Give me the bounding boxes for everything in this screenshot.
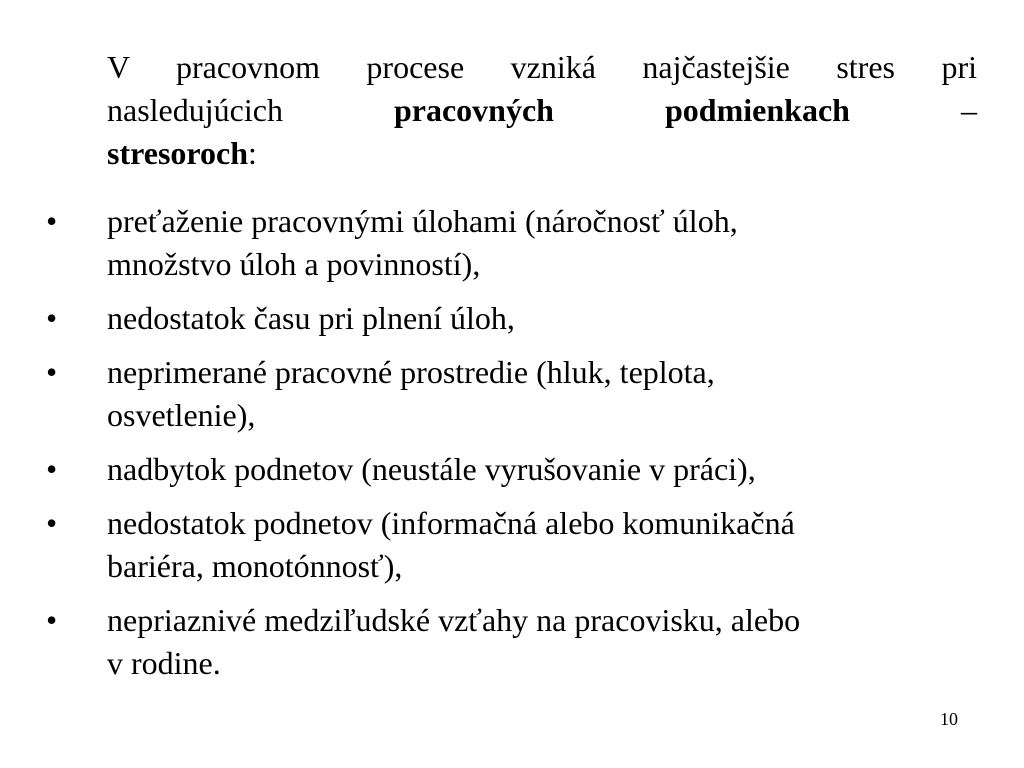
list-item: [0, 502, 1024, 588]
bullet-list: [0, 200, 1024, 696]
intro-line-2: [107, 89, 977, 132]
bullet-icon: •: [46, 602, 58, 638]
list-item: [0, 448, 1024, 491]
list-item: [0, 599, 1024, 685]
bullet-text: nepriaznivé medziľudské vzťahy na pracovisku, alebo: [107, 602, 801, 638]
intro-bold-text: podmienkach: [665, 92, 850, 128]
intro-bold-text: pracovných: [393, 92, 554, 128]
intro-line-1: V pracovnom procese vzniká najčastejšie stres pri: [107, 49, 977, 85]
intro-line-3: [107, 132, 977, 175]
intro-colon: :: [248, 135, 257, 171]
bullet-text: množstvo úloh a povinností),: [107, 246, 481, 282]
bullet-icon: •: [46, 354, 58, 390]
bullet-icon: •: [46, 505, 58, 541]
bullet-icon: •: [46, 300, 58, 336]
intro-paragraph: [107, 46, 977, 175]
bullet-text: preťaženie pracovnými úlohami (náročnosť úloh,: [107, 203, 738, 239]
bullet-icon: •: [46, 451, 58, 487]
page-number: 10: [940, 709, 958, 729]
bullet-text: osvetlenie),: [107, 397, 256, 433]
bullet-text: nedostatok podnetov (informačná alebo komunikačná: [107, 505, 795, 541]
bullet-text: neprimerané pracovné prostredie (hluk, teplota,: [107, 354, 715, 390]
bullet-text: v rodine.: [107, 645, 221, 681]
list-item: [0, 297, 1024, 340]
intro-dash: –: [960, 92, 977, 128]
list-item: [0, 200, 1024, 286]
intro-text: nasledujúcich: [107, 92, 283, 128]
list-item: [0, 351, 1024, 437]
bullet-text: nadbytok podnetov (neustále vyrušovanie v práci),: [107, 451, 756, 487]
bullet-text: bariéra, monotónnosť),: [107, 548, 403, 584]
bullet-icon: •: [46, 203, 58, 239]
bullet-text: nedostatok času pri plnení úloh,: [107, 300, 515, 336]
intro-bold-text: stresoroch: [107, 135, 249, 171]
